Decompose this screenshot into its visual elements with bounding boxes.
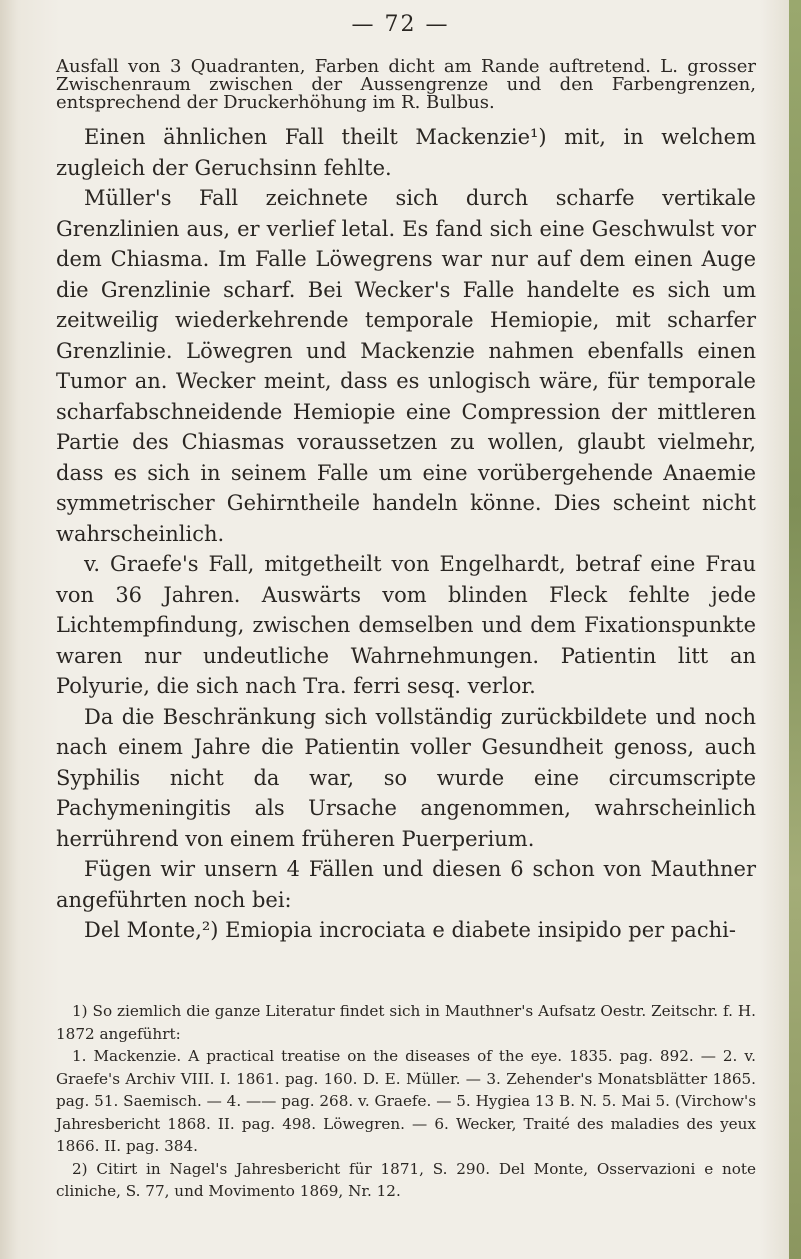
paragraph-del-monte: Del Monte,²) Emiopia incrociata e diabete insipido per pachi- (84, 918, 736, 942)
paragraph-recovery: Da die Beschränkung sich vollständig zurückbildete und noch nach einem Jahre die Patientin voller Gesundheit genoss, auch Syphilis nicht da war, so wurde eine circumscripte Pachymeningitis als Ursache angenommen, wahrscheinlich herrührend von einem früheren Puerperium. (56, 704, 756, 851)
page-number: — 72 — (351, 12, 450, 37)
footnote-1: 1) So ziemlich die ganze Literatur findet sich in Mauthner's Aufsatz Oestr. Zeitschr. f. H. 1872 angeführt: (56, 1002, 756, 1043)
paragraph-mueller: Müller's Fall zeichnete sich durch scharfe vertikale Grenzlinien aus, er verlief letal. Es fand sich eine Geschwulst vor dem Chiasma. Im Falle Löwegrens war nur auf dem einen Auge die Grenzlinie scharf. Bei Wecker's Falle handelte es sich um zeitweilig wiederkehrende temporale Hemiopie, mit scharfer Grenzlinie. Löwegren und Mackenzie nahmen ebenfalls einen Tumor an. Wecker meint, dass es unlogisch wäre, für temporale scharfabschneidende Hemiopie eine Compression der mittleren Partie des Chiasmas voraussetzen zu wollen, glaubt vielmehr, dass es sich in seinem Falle um eine vorübergehende Anaemie symmetrischer Gehirntheile handeln könne. Dies scheint nicht wahrscheinlich. (56, 186, 756, 546)
footnotes (56, 1000, 756, 1203)
paragraph-intro: Ausfall von 3 Quadranten, Farben dicht am Rande auftretend. L. grosser Zwischenraum zwischen der Aussengrenze und den Farbengrenzen, entsprechend der Druckerhöhung im R. Bulbus. (56, 56, 756, 113)
footnote-2: 2) Citirt in Nagel's Jahresbericht für 1871, S. 290. Del Monte, Osservazioni e note cliniche, S. 77, und Movimento 1869, Nr. 12. (56, 1159, 756, 1200)
main-text (56, 58, 756, 946)
paragraph-cases: Fügen wir unsern 4 Fällen und diesen 6 schon von Mauthner angeführten noch bei: (56, 857, 756, 912)
paragraph-mackenzie: Einen ähnlichen Fall theilt Mackenzie¹) mit, in welchem zugleich der Geruchsinn fehlte. (56, 125, 756, 180)
paragraph-graefe: v. Graefe's Fall, mitgetheilt von Engelhardt, betraf eine Frau von 36 Jahren. Auswärts vom blinden Fleck fehlte jede Lichtempfindung, zwischen demselben und dem Fixationspunkte waren nur undeutliche Wahrnehmungen. Patientin litt an Polyurie, die sich nach Tra. ferri sesq. verlor. (56, 552, 756, 698)
page-edge-strip (789, 0, 801, 1259)
footnote-1-references: 1. Mackenzie. A practical treatise on the diseases of the eye. 1835. pag. 892. — 2. v. Graefe's Archiv VIII. I. 1861. pag. 160. D. E. Müller. — 3. Zehender's Monatsblätter 1865. pag. 51. Saemisch. — 4. —— pag. 268. v. Graefe. — 5. Hygiea 13 B. N. 5. Mai 5. (Virchow's Jahresbericht 1868. II. pag. 498. Löwegren. — 6. Wecker, Traité des maladies des yeux 1866. II. pag. 384. (56, 1047, 756, 1155)
